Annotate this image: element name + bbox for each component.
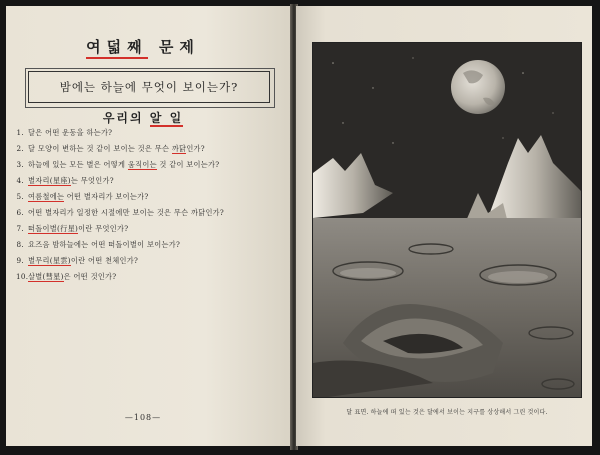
subheading: [0, 109, 286, 126]
question-number: 6.: [16, 208, 24, 217]
question-text: [28, 128, 278, 138]
question-title-box: [28, 71, 270, 103]
question-item: [16, 144, 278, 154]
question-item: [16, 224, 278, 234]
question-item: [16, 176, 278, 186]
lesson-heading: [0, 36, 286, 57]
question-text-post: 이란 무엇인가?: [78, 224, 129, 233]
question-underlined-term: 움직이는: [127, 160, 157, 169]
question-underlined-term: 살별(彗星): [28, 272, 64, 281]
question-item: [16, 208, 278, 218]
question-text-pre: 어떤 별자리가 일정한 시절에만 보이는 것은 무슨 까닭인가?: [28, 208, 225, 217]
question-number: 7.: [16, 224, 24, 233]
question-underlined-term: 별자리(星座): [28, 176, 71, 185]
question-number: 9.: [16, 256, 24, 265]
question-text: [28, 208, 278, 218]
subheading-highlight: 알 일: [149, 111, 184, 125]
question-underlined-term: 여름철에는: [28, 192, 65, 201]
question-text: [28, 192, 278, 202]
question-list: [16, 128, 278, 282]
question-text-post: 어떤 별자리가 보이는가?: [64, 192, 149, 201]
question-item: [16, 272, 278, 282]
page-number: —108—: [124, 413, 162, 422]
question-number: 2.: [16, 144, 24, 153]
illustration-caption: 달 표면. 하늘에 떠 있는 것은 달에서 보이는 지구를 상상해서 그린 것이다.: [346, 409, 548, 416]
question-text-post: 인가?: [186, 144, 205, 153]
question-title: 밤에는 하늘에 무엇이 보이는가?: [59, 80, 239, 94]
question-number: 5.: [16, 192, 24, 201]
question-number: 10.: [16, 272, 29, 281]
subheading-prefix: 우리의: [102, 111, 144, 125]
question-text-pre: 달 모양이 변하는 것 같이 보이는 것은 무슨: [28, 144, 172, 153]
question-number: 1.: [16, 128, 24, 137]
question-text: [28, 144, 278, 154]
lesson-heading-suffix: 문제: [158, 38, 200, 56]
question-number: 3.: [16, 160, 24, 169]
earth-in-sky: [451, 60, 505, 114]
question-number: 4.: [16, 176, 24, 185]
question-item: [16, 160, 278, 170]
question-underlined-term: 까닭: [171, 144, 187, 153]
moon-surface-illustration: [312, 42, 582, 398]
question-text: [28, 272, 278, 282]
question-text-pre: 하늘에 있는 모든 별은 어떻게: [28, 160, 128, 169]
question-text: [28, 240, 278, 250]
question-text-pre: 요즈음 밤하늘에는 어떤 떠돌이별이 보이는가?: [28, 240, 181, 249]
question-item: [16, 128, 278, 138]
question-text-post: 는 무엇인가?: [70, 176, 114, 185]
question-text-post: 것 같이 보이는가?: [156, 160, 220, 169]
question-text: [28, 160, 278, 170]
question-text-post: 은 어떤 것인가?: [63, 272, 117, 281]
question-text: [28, 176, 278, 186]
question-item: [16, 256, 278, 266]
question-text: [28, 256, 278, 266]
question-item: [16, 192, 278, 202]
question-text-post: 이란 어떤 천체인가?: [70, 256, 139, 265]
question-underlined-term: 별무리(星雲): [28, 256, 71, 265]
question-underlined-term: 떠돌이별(行星): [28, 224, 79, 233]
lesson-heading-prefix: 여덟째: [86, 38, 147, 59]
question-text-pre: 달은 어떤 운동을 하는가?: [28, 128, 113, 137]
question-number: 8.: [16, 240, 24, 249]
question-item: [16, 240, 278, 250]
question-text: [28, 224, 278, 234]
